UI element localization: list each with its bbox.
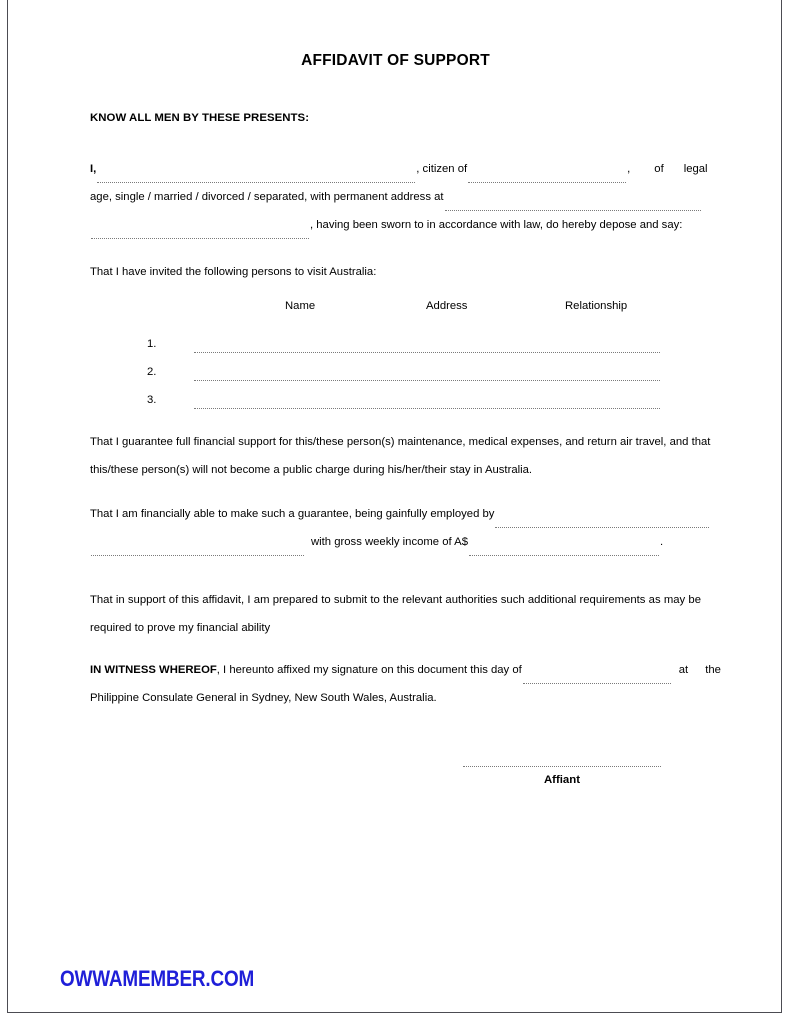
intro-comma: , [627, 163, 631, 175]
signature-fill-line[interactable] [463, 766, 661, 767]
witness-date-fill[interactable] [523, 672, 671, 684]
table-row [90, 366, 701, 394]
support-paragraph-line2: required to prove my financial ability [90, 622, 271, 634]
intro-of-word: of [654, 163, 664, 175]
know-all-men-heading: KNOW ALL MEN BY THESE PRESENTS: [90, 112, 310, 124]
column-header-address: Address [426, 300, 468, 312]
persons-table-headers [90, 300, 701, 316]
witness-line-2: Philippine Consulate General in Sydney, New South Wales, Australia. [90, 692, 437, 704]
income-label: with gross weekly income of A$ [311, 536, 468, 548]
column-header-relationship: Relationship [565, 300, 628, 312]
guarantee-paragraph [90, 428, 711, 456]
affiant-label: Affiant [543, 774, 581, 786]
income-fill[interactable] [469, 544, 659, 556]
intro-legal-word: legal [683, 163, 708, 175]
persons-table-rows [90, 338, 701, 422]
intro-name-fill[interactable] [97, 171, 415, 183]
employment-line-1 [90, 500, 701, 528]
row-fill-line[interactable] [194, 380, 660, 381]
document-page [7, 0, 782, 1013]
site-watermark: OWWAMEMBER.COM [60, 966, 255, 991]
employment-paragraph [90, 500, 701, 556]
intro-sworn-text: , having been sworn to in accordance with law, do hereby depose and say: [310, 219, 683, 231]
guarantee-paragraph-line2: this/these person(s) will not become a public charge during his/her/their stay in Australia. [90, 464, 533, 476]
row-number: 3. [147, 394, 157, 406]
support-line-1: That in support of this affidavit, I am prepared to submit to the relevant authorities such additional requirements as may be [90, 594, 701, 606]
support-paragraph [90, 586, 701, 614]
intro-i-label: I, [90, 163, 97, 175]
witness-bold-lead: IN WITNESS WHEREOF [90, 664, 217, 676]
page-title: AFFIDAVIT OF SUPPORT [301, 52, 490, 69]
intro-line-1 [90, 155, 708, 183]
witness-at-word: at [678, 664, 689, 676]
row-fill-line[interactable] [194, 352, 660, 353]
employment-line-2 [90, 528, 701, 556]
intro-address-label: age, single / married / divorced / separated, with permanent address at [90, 191, 444, 203]
employer-fill-2[interactable] [91, 544, 304, 556]
table-row [90, 338, 701, 366]
intro-address-fill[interactable] [445, 199, 701, 211]
employer-fill[interactable] [495, 516, 709, 528]
invited-persons-line: That I have invited the following persons to visit Australia: [90, 266, 377, 278]
row-number: 1. [147, 338, 157, 350]
signature-block [463, 766, 661, 786]
witness-the-word: the [705, 664, 721, 676]
income-period: . [659, 536, 664, 548]
intro-citizen-label: , citizen of [416, 163, 468, 175]
intro-address-fill-2[interactable] [91, 227, 309, 239]
row-fill-line[interactable] [194, 408, 660, 409]
table-row [90, 394, 701, 422]
witness-line-1 [90, 656, 721, 684]
intro-paragraph [90, 155, 708, 239]
intro-line-3 [90, 211, 701, 239]
witness-rest: , I hereunto affixed my signature on this document this day of [216, 664, 522, 676]
intro-line-2 [90, 183, 701, 211]
column-header-name: Name [285, 300, 316, 312]
witness-paragraph [90, 656, 721, 712]
guarantee-line-1: That I guarantee full financial support for this/these person(s) maintenance, medical expenses, and return air travel, and that [90, 436, 711, 448]
intro-citizenship-fill[interactable] [468, 171, 626, 183]
employment-label: That I am financially able to make such a guarantee, being gainfully employed by [90, 508, 495, 520]
row-number: 2. [147, 366, 157, 378]
